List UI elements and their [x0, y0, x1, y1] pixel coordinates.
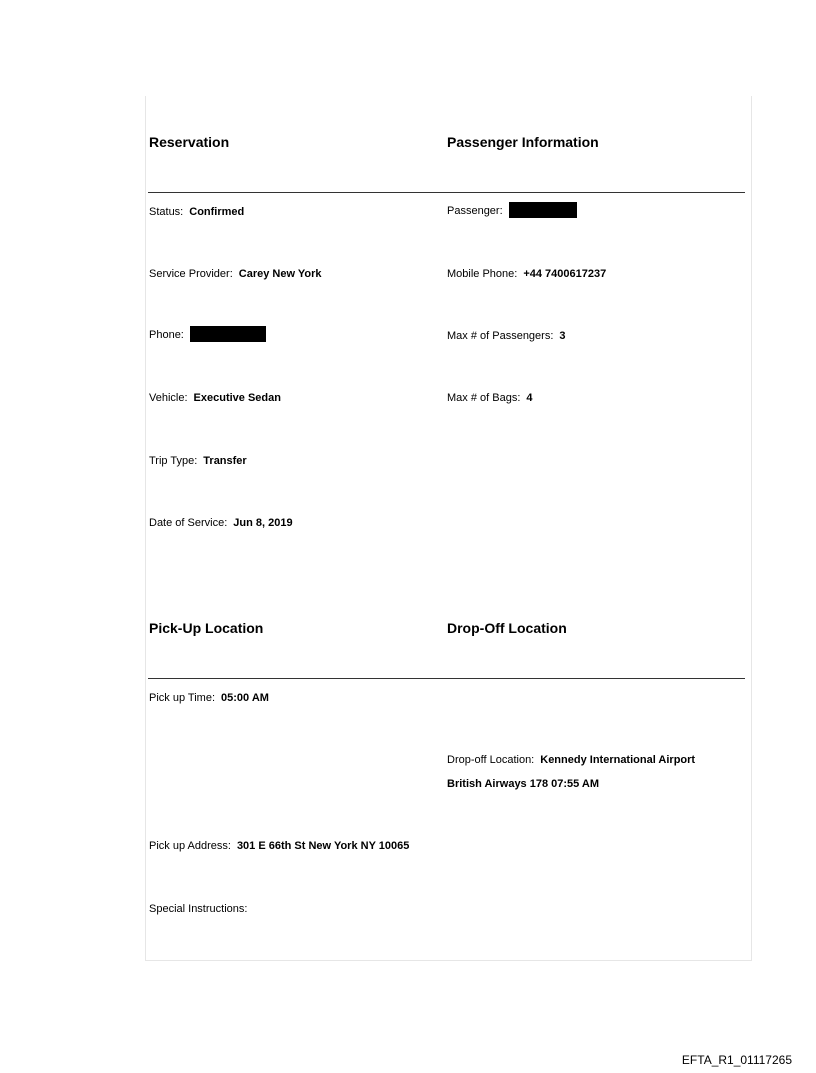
flight-info-row	[447, 774, 599, 792]
passenger-redaction	[509, 202, 577, 218]
pickup-address-row	[149, 836, 409, 854]
service-provider-row	[149, 264, 322, 282]
pickup-location-heading: Pick-Up Location	[149, 620, 264, 636]
phone-redaction	[190, 326, 266, 342]
pickup-time-value: 05:00 AM	[221, 692, 269, 704]
section-divider-top	[148, 192, 745, 193]
max-bags-row	[447, 388, 533, 406]
date-of-service-label: Date of Service:	[149, 517, 228, 529]
status-row	[149, 202, 244, 220]
trip-type-value: Transfer	[203, 455, 247, 467]
max-passengers-row	[447, 326, 566, 344]
pickup-address-label: Pick up Address:	[149, 840, 231, 852]
special-instructions-label: Special Instructions:	[149, 903, 248, 915]
max-passengers-label: Max # of Passengers:	[447, 330, 554, 342]
passenger-row	[447, 201, 577, 219]
vehicle-value: Executive Sedan	[193, 392, 281, 404]
flight-info-value: British Airways 178 07:55 AM	[447, 778, 600, 790]
dropoff-location-heading: Drop-Off Location	[447, 620, 567, 636]
pickup-address-value: 301 E 66th St New York NY 10065	[236, 840, 410, 852]
passenger-info-heading: Passenger Information	[447, 134, 599, 150]
section-divider-bottom	[148, 678, 745, 679]
pickup-time-row	[149, 688, 269, 706]
status-label: Status:	[149, 206, 184, 218]
trip-type-label: Trip Type:	[149, 455, 198, 467]
document-id: EFTA_R1_01117265	[681, 1053, 792, 1067]
phone-row	[149, 325, 266, 343]
max-bags-value: 4	[526, 392, 533, 404]
vehicle-row	[149, 388, 281, 406]
mobile-phone-row	[447, 264, 606, 282]
dropoff-location-value: Kennedy International Airport	[540, 754, 696, 766]
phone-label: Phone:	[149, 329, 184, 341]
passenger-label: Passenger:	[447, 205, 503, 217]
trip-type-row	[149, 451, 247, 469]
vehicle-label: Vehicle:	[149, 392, 188, 404]
service-provider-label: Service Provider:	[149, 268, 233, 280]
mobile-phone-label: Mobile Phone:	[447, 268, 518, 280]
pickup-time-label: Pick up Time:	[149, 692, 216, 704]
date-of-service-row	[149, 513, 293, 531]
max-bags-label: Max # of Bags:	[447, 392, 521, 404]
dropoff-location-row	[447, 750, 695, 768]
mobile-phone-value: +44 7400617237	[523, 268, 607, 280]
max-passengers-value: 3	[559, 330, 566, 342]
special-instructions-row	[149, 899, 247, 917]
dropoff-location-label: Drop-off Location:	[447, 754, 535, 766]
reservation-heading: Reservation	[149, 134, 230, 150]
service-provider-value: Carey New York	[238, 268, 322, 280]
status-value: Confirmed	[189, 206, 245, 218]
date-of-service-value: Jun 8, 2019	[233, 517, 293, 529]
